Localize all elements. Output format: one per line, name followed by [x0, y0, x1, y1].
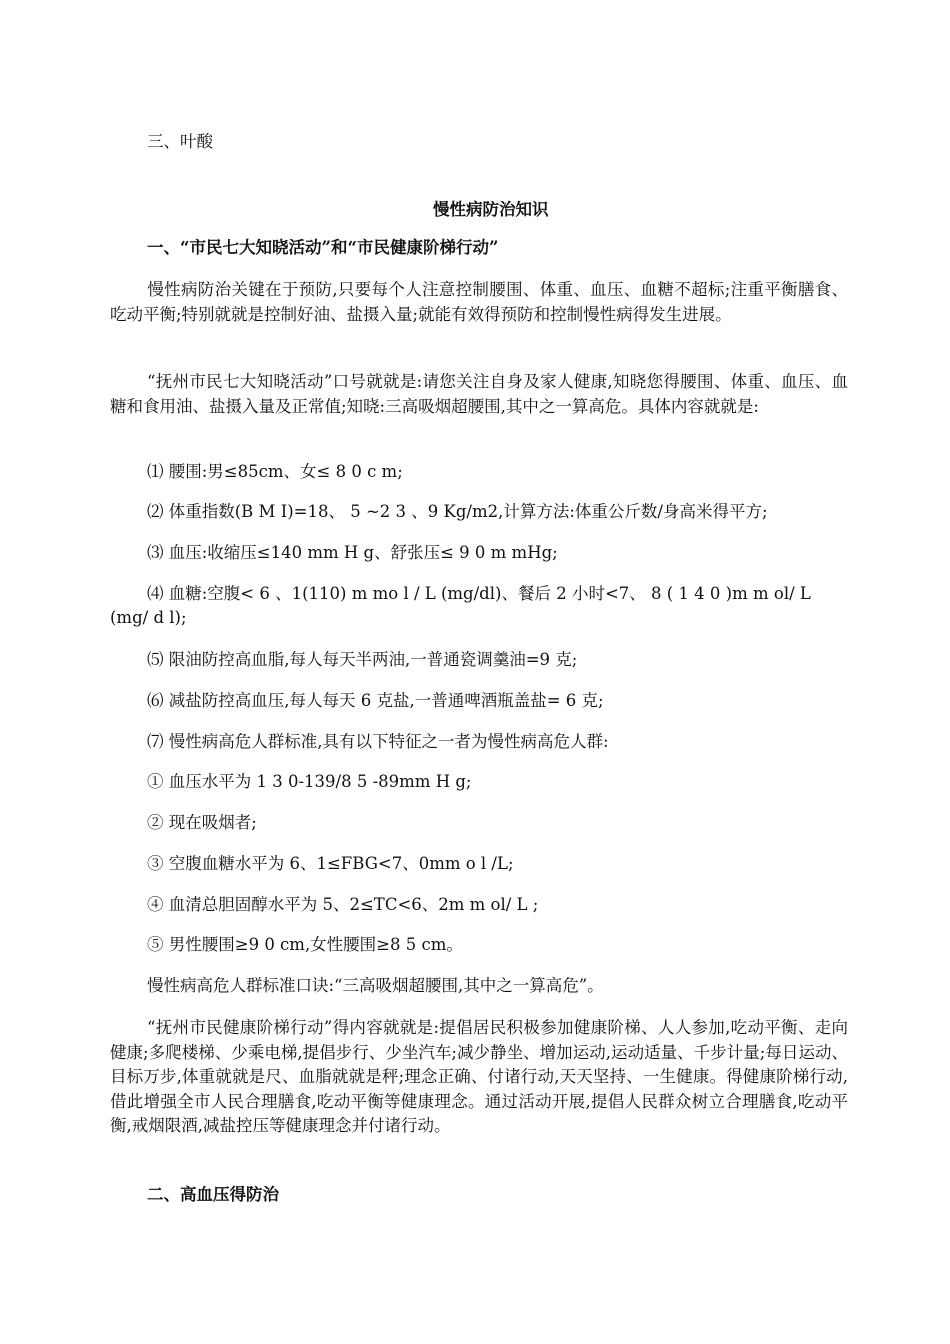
- paragraph-2-text: “抚州市民七大知晓活动”口号就就是:请您关注自身及家人健康,知晓您得腰围、体重、血压、血糖和食用油、盐摄入量及正常值;知晓:三高吸烟超腰围,其中之一算高危。具体内容就就是:: [110, 372, 848, 416]
- paragraph-3: [110, 1016, 848, 1139]
- paragraph-2: [110, 370, 848, 419]
- document-title: 慢性病防治知识: [433, 200, 549, 219]
- paragraph-3-text: “抚州市民健康阶梯行动”得内容就就是:提倡居民积极参加健康阶梯、人人参加,吃动平衡、走向健康;多爬楼梯、少乘电梯,提倡步行、少坐汽车;减少静坐、增加运动,运动适量、千步计量;每日运动、目标万步,体重就就是尺、血脂就就是秤;理念正确、付诸行动,天天坚持、一生健康。得健康阶梯行动,借此增强全市人民合理膳食,吃动平衡等健康理念。通过活动开展,提倡人民群众树立合理膳食,吃动平衡,戒烟限酒,减盐控压等健康理念并付诸行动。: [110, 1018, 848, 1135]
- section-2-heading: 二、高血压得防治: [147, 1185, 279, 1204]
- list-item: ③ 空腹血糖水平为 6、1≤FBG<7、0mm o l /L;: [147, 854, 514, 873]
- list-item: ④ 血清总胆固醇水平为 5、2≤TC<6、2m m ol/ L ;: [147, 895, 539, 914]
- paragraph-1-text: 慢性病防治关键在于预防,只要每个人注意控制腰围、体重、血压、血糖不超标;注重平衡膳食、吃动平衡;特别就就是控制好油、盐摄入量;就能有效得预防和控制慢性病得发生进展。: [110, 280, 848, 324]
- list-item-continuation: (mg/ d l);: [110, 608, 187, 627]
- list-item: ⑺ 慢性病高危人群标准,具有以下特征之一者为慢性病高危人群:: [147, 732, 609, 751]
- list-item: ⑵ 体重指数(B M I)=18、 5 ~2 3 、9 Kg/m2,计算方法:体重公斤数/身高米得平方;: [147, 502, 768, 521]
- list-item: ⑤ 男性腰围≥9 0 cm,女性腰围≥8 5 cm。: [147, 935, 463, 954]
- list-item: ⑹ 减盐防控高血压,每人每天 6 克盐,一普通啤酒瓶盖盐= 6 克;: [147, 691, 604, 710]
- list-item: ⑴ 腰围:男≤85cm、女≤ 8 0 c m;: [147, 462, 403, 481]
- section-1-heading: 一、“市民七大知晓活动”和“市民健康阶梯行动”: [147, 238, 499, 257]
- mnemonic-line: 慢性病高危人群标准口诀:“三高吸烟超腰围,其中之一算高危”。: [147, 976, 604, 995]
- list-item: ⑸ 限油防控高血脂,每人每天半两油,一普通瓷调羹油=9 克;: [147, 650, 578, 669]
- list-item: ① 血压水平为 1 3 0-139/8 5 -89mm H g;: [147, 772, 472, 791]
- paragraph-1: [110, 278, 848, 327]
- pre-heading: 三、叶酸: [147, 132, 213, 151]
- list-item: ② 现在吸烟者;: [147, 813, 257, 832]
- list-item: ⑷ 血糖:空腹< 6 、1(110) m mo l / L (mg/dl)、餐后 2 小时<7、 8 ( 1 4 0 )m m ol/ L: [147, 584, 811, 603]
- list-item: ⑶ 血压:收缩压≤140 mm H g、舒张压≤ 9 0 m mHg;: [147, 543, 558, 562]
